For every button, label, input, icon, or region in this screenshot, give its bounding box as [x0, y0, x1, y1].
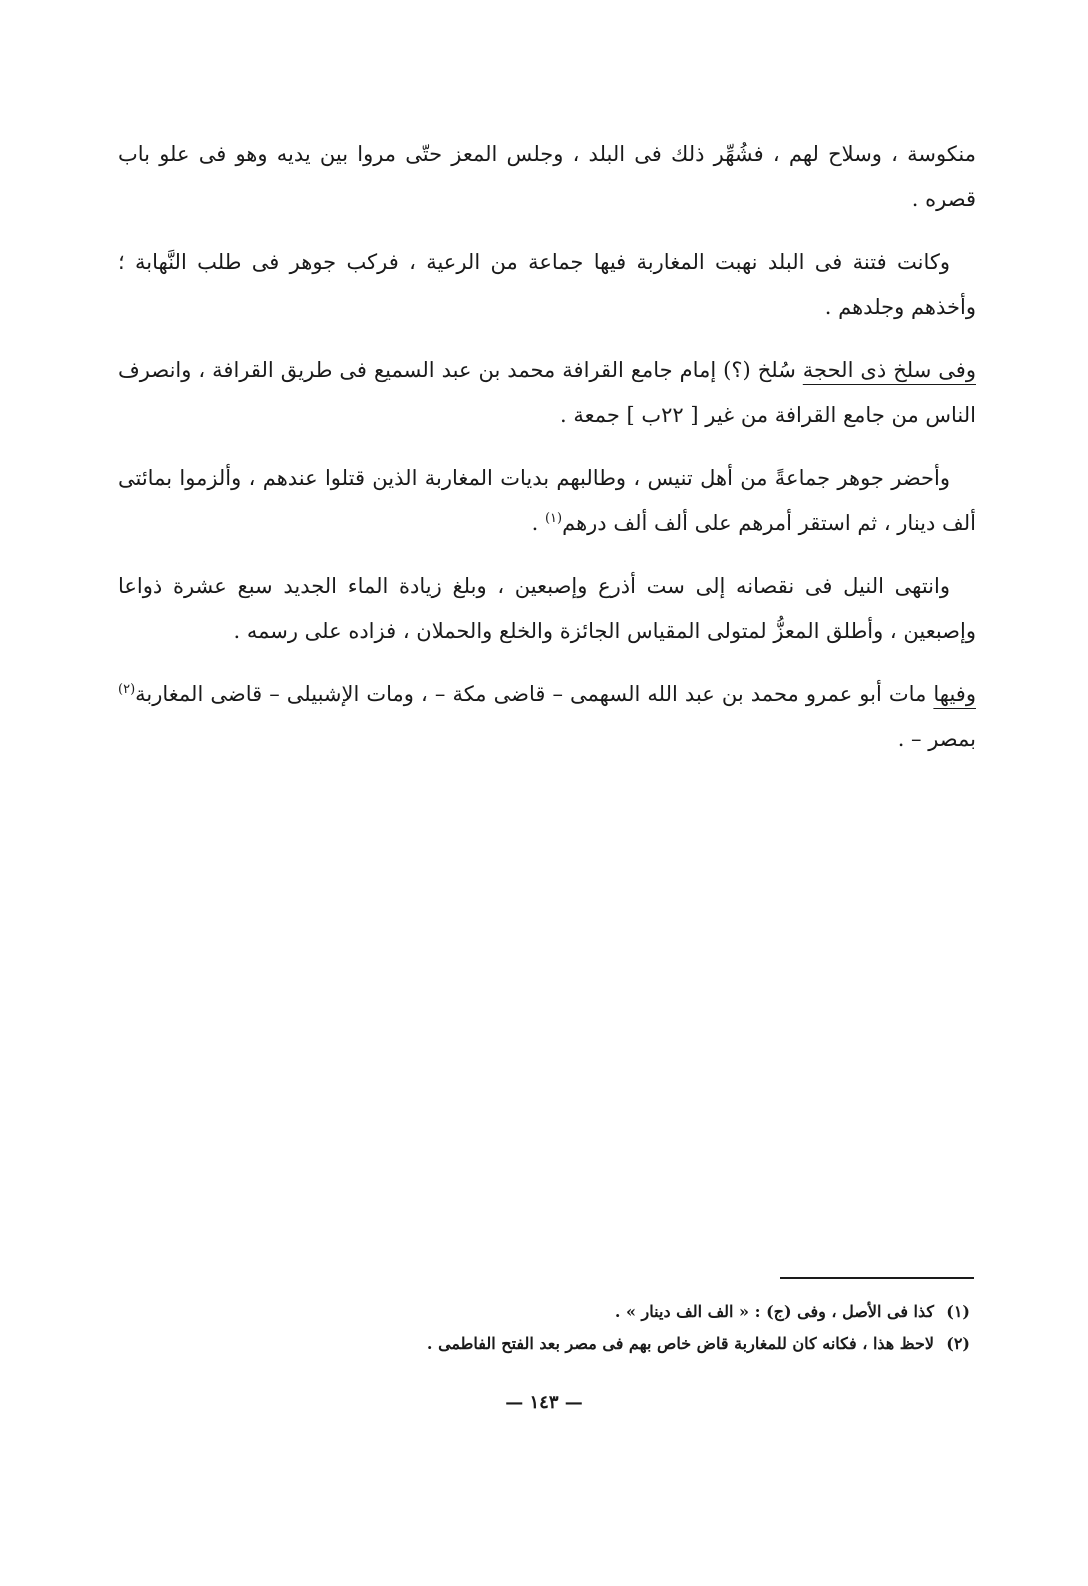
underlined-text: وفى سلخ ذى الحجة: [802, 358, 976, 382]
paragraph-text: وكانت فتنة فى البلد نهبت المغاربة فيها جماعة من الرعية ، فركب جوهر فى طلب النَّهابة ؛ وأخذهم وجلدهم .: [118, 250, 976, 319]
paragraph: [118, 672, 976, 762]
main-text: [118, 132, 976, 780]
footnote-text: لاحظ هذا ، فكانه كان للمغاربة قاض خاص بهم فى مصر بعد الفتح الفاطمى .: [426, 1334, 934, 1353]
paragraph-text: بمصر – .: [897, 727, 976, 751]
page-number: — ١٤٣ —: [505, 1392, 583, 1413]
paragraph-text: مات أبو عمرو محمد بن عبد الله السهمى – قاضى مكة – ، ومات الإشبيلى – قاضى المغاربة: [135, 682, 934, 706]
footnote-separator: [780, 1277, 974, 1279]
footnote-number: (٢): [946, 1334, 970, 1353]
paragraph: [118, 456, 976, 546]
footnote: [180, 1328, 970, 1360]
paragraph: [118, 564, 976, 654]
footnote-marker: (١): [544, 511, 563, 526]
paragraph-text: .: [531, 511, 545, 535]
paragraph-text: منكوسة ، وسلاح لهم ، فشُهِّر ذلك فى البلد ، وجلس المعز حتّى مروا بين يديه وهو فى علو باب قصره .: [118, 142, 976, 211]
paragraph: [118, 132, 976, 222]
paragraph: [118, 348, 976, 438]
footnote-text: كذا فى الأصل ، وفى (ج) : « الف الف دينار » .: [614, 1302, 934, 1321]
footnote-marker: (٢): [118, 682, 136, 697]
paragraph-text: وأحضر جوهر جماعةً من أهل تنيس ، وطالبهم بديات المغاربة الذين قتلوا عندهم ، وألزموا بمائتى ألف دينار ، ثم استقر أمرهم على ألف ألف درهم: [118, 466, 976, 535]
paragraph: [118, 240, 976, 330]
footnote: [180, 1296, 970, 1328]
footnote-number: (١): [946, 1302, 970, 1321]
footnotes: [180, 1296, 970, 1360]
paragraph-text: وانتهى النيل فى نقصانه إلى ست أذرع وإصبعين ، وبلغ زيادة الماء الجديد سبع عشرة ذواعا وإصبعين ، وأطلق المعزُّ لمتولى المقياس الجائزة والخلع والحملان ، فزاده على رسمه .: [118, 574, 976, 643]
underlined-text: وفيها: [933, 682, 976, 706]
paragraph-text: سُلخ (؟) إمام جامع القرافة محمد بن عبد السميع فى طريق القرافة ، وانصرف الناس من جامع القرافة من غير [ ٢٢ب ] جمعة .: [118, 358, 976, 427]
